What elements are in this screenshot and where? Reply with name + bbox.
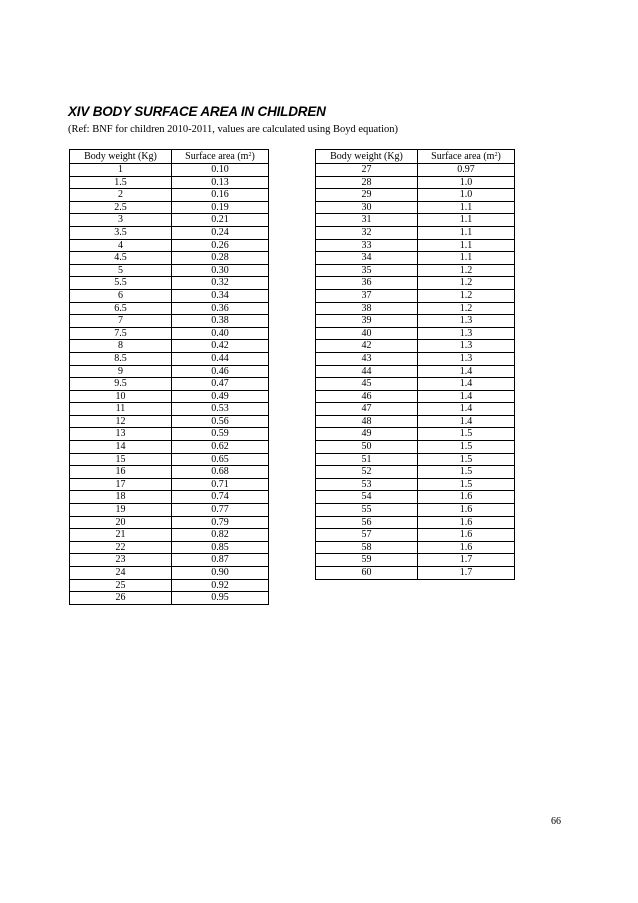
table-row xyxy=(70,302,269,315)
surface-area-cell: 0.10 xyxy=(172,164,269,177)
weight-cell: 60 xyxy=(316,567,418,580)
weight-cell: 48 xyxy=(316,415,418,428)
weight-cell: 13 xyxy=(70,428,172,441)
surface-area-cell: 0.28 xyxy=(172,252,269,265)
bsa-table-left xyxy=(69,149,269,605)
surface-area-cell: 1.5 xyxy=(418,453,515,466)
table-row xyxy=(316,239,515,252)
table-row xyxy=(70,252,269,265)
weight-cell: 15 xyxy=(70,453,172,466)
surface-area-cell: 1.3 xyxy=(418,315,515,328)
table-row xyxy=(70,504,269,517)
surface-area-cell: 0.92 xyxy=(172,579,269,592)
weight-cell: 16 xyxy=(70,466,172,479)
table-row xyxy=(316,302,515,315)
table-row xyxy=(316,176,515,189)
surface-area-cell: 0.24 xyxy=(172,226,269,239)
surface-area-cell: 0.56 xyxy=(172,415,269,428)
weight-cell: 54 xyxy=(316,491,418,504)
table-row xyxy=(316,403,515,416)
weight-cell: 44 xyxy=(316,365,418,378)
table-row xyxy=(70,516,269,529)
table-row xyxy=(316,289,515,302)
surface-area-cell: 0.16 xyxy=(172,189,269,202)
weight-cell: 2.5 xyxy=(70,201,172,214)
surface-area-cell: 0.68 xyxy=(172,466,269,479)
table-header-row xyxy=(70,150,269,164)
table-row xyxy=(316,189,515,202)
table-row xyxy=(70,352,269,365)
weight-cell: 14 xyxy=(70,441,172,454)
table-row xyxy=(316,504,515,517)
weight-cell: 1 xyxy=(70,164,172,177)
surface-area-cell: 0.65 xyxy=(172,453,269,466)
table-row xyxy=(316,226,515,239)
surface-area-cell: 0.21 xyxy=(172,214,269,227)
surface-area-cell: 0.32 xyxy=(172,277,269,290)
surface-area-cell: 1.1 xyxy=(418,201,515,214)
surface-area-cell: 0.87 xyxy=(172,554,269,567)
table-row xyxy=(70,529,269,542)
weight-cell: 50 xyxy=(316,441,418,454)
surface-area-cell: 0.40 xyxy=(172,327,269,340)
weight-cell: 32 xyxy=(316,226,418,239)
table-row xyxy=(316,315,515,328)
weight-cell: 35 xyxy=(316,264,418,277)
weight-cell: 23 xyxy=(70,554,172,567)
table-row xyxy=(316,516,515,529)
surface-area-cell: 0.46 xyxy=(172,365,269,378)
table-row xyxy=(70,164,269,177)
surface-area-cell: 0.44 xyxy=(172,352,269,365)
weight-cell: 24 xyxy=(70,567,172,580)
surface-area-cell: 0.59 xyxy=(172,428,269,441)
surface-area-cell: 0.42 xyxy=(172,340,269,353)
table-row xyxy=(70,441,269,454)
table-row xyxy=(316,327,515,340)
surface-area-cell: 1.5 xyxy=(418,441,515,454)
weight-cell: 9 xyxy=(70,365,172,378)
table-row xyxy=(316,164,515,177)
surface-area-cell: 0.79 xyxy=(172,516,269,529)
weight-cell: 3.5 xyxy=(70,226,172,239)
surface-area-cell: 1.3 xyxy=(418,327,515,340)
table-row xyxy=(316,365,515,378)
table-row xyxy=(70,226,269,239)
weight-cell: 6 xyxy=(70,289,172,302)
reference-note: (Ref: BNF for children 2010-2011, values are calculated using Boyd equation) xyxy=(68,124,398,135)
weight-cell: 52 xyxy=(316,466,418,479)
surface-area-cell: 0.74 xyxy=(172,491,269,504)
surface-area-cell: 0.49 xyxy=(172,390,269,403)
weight-cell: 11 xyxy=(70,403,172,416)
weight-column-header: Body weight (Kg) xyxy=(316,150,418,164)
weight-cell: 12 xyxy=(70,415,172,428)
table-row xyxy=(316,352,515,365)
table-row xyxy=(316,491,515,504)
table-header-row xyxy=(316,150,515,164)
surface-area-cell: 1.4 xyxy=(418,390,515,403)
table-row xyxy=(316,466,515,479)
table-row xyxy=(316,541,515,554)
surface-area-cell: 0.26 xyxy=(172,239,269,252)
weight-cell: 4 xyxy=(70,239,172,252)
weight-cell: 28 xyxy=(316,176,418,189)
weight-cell: 19 xyxy=(70,504,172,517)
table-row xyxy=(316,415,515,428)
surface-area-cell: 1.3 xyxy=(418,352,515,365)
weight-cell: 43 xyxy=(316,352,418,365)
surface-area-cell: 1.5 xyxy=(418,466,515,479)
surface-area-cell: 1.2 xyxy=(418,264,515,277)
surface-area-cell: 1.0 xyxy=(418,189,515,202)
table-row xyxy=(70,239,269,252)
surface-area-cell: 0.62 xyxy=(172,441,269,454)
weight-cell: 3 xyxy=(70,214,172,227)
weight-cell: 55 xyxy=(316,504,418,517)
weight-cell: 21 xyxy=(70,529,172,542)
surface-area-cell: 1.6 xyxy=(418,516,515,529)
weight-cell: 5.5 xyxy=(70,277,172,290)
table-row xyxy=(70,491,269,504)
surface-area-cell: 1.2 xyxy=(418,289,515,302)
weight-cell: 9.5 xyxy=(70,378,172,391)
table-row xyxy=(70,340,269,353)
table-row xyxy=(70,579,269,592)
surface-area-cell: 1.6 xyxy=(418,541,515,554)
surface-area-cell: 1.2 xyxy=(418,277,515,290)
table-row xyxy=(316,214,515,227)
table-row xyxy=(316,428,515,441)
surface-area-cell: 0.85 xyxy=(172,541,269,554)
weight-cell: 38 xyxy=(316,302,418,315)
surface-area-cell: 0.19 xyxy=(172,201,269,214)
weight-cell: 42 xyxy=(316,340,418,353)
weight-cell: 40 xyxy=(316,327,418,340)
surface-area-cell: 1.7 xyxy=(418,554,515,567)
weight-cell: 7.5 xyxy=(70,327,172,340)
weight-cell: 53 xyxy=(316,478,418,491)
table-row xyxy=(70,264,269,277)
weight-cell: 33 xyxy=(316,239,418,252)
table-row xyxy=(316,567,515,580)
table-row xyxy=(70,478,269,491)
weight-cell: 8 xyxy=(70,340,172,353)
table-row xyxy=(70,378,269,391)
table-row xyxy=(70,277,269,290)
weight-cell: 26 xyxy=(70,592,172,605)
weight-cell: 5 xyxy=(70,264,172,277)
table-row xyxy=(70,390,269,403)
weight-cell: 1.5 xyxy=(70,176,172,189)
surface-area-cell: 0.97 xyxy=(418,164,515,177)
table-row xyxy=(70,315,269,328)
surface-area-cell: 1.0 xyxy=(418,176,515,189)
surface-area-cell: 0.90 xyxy=(172,567,269,580)
weight-cell: 18 xyxy=(70,491,172,504)
table-row xyxy=(70,214,269,227)
weight-cell: 58 xyxy=(316,541,418,554)
table-row xyxy=(70,403,269,416)
table-row xyxy=(316,453,515,466)
table-row xyxy=(316,252,515,265)
weight-cell: 27 xyxy=(316,164,418,177)
weight-cell: 36 xyxy=(316,277,418,290)
table-row xyxy=(70,365,269,378)
section-title: XIV BODY SURFACE AREA IN CHILDREN xyxy=(68,104,326,119)
surface-area-cell: 0.47 xyxy=(172,378,269,391)
weight-cell: 39 xyxy=(316,315,418,328)
weight-column-header: Body weight (Kg) xyxy=(70,150,172,164)
surface-area-cell: 1.4 xyxy=(418,378,515,391)
weight-cell: 17 xyxy=(70,478,172,491)
table-row xyxy=(70,453,269,466)
weight-cell: 59 xyxy=(316,554,418,567)
table-row xyxy=(70,592,269,605)
table-row xyxy=(70,176,269,189)
weight-cell: 25 xyxy=(70,579,172,592)
table-row xyxy=(70,567,269,580)
surface-area-cell: 1.7 xyxy=(418,567,515,580)
table-row xyxy=(316,277,515,290)
weight-cell: 37 xyxy=(316,289,418,302)
table-row xyxy=(316,378,515,391)
weight-cell: 7 xyxy=(70,315,172,328)
surface-area-cell: 0.36 xyxy=(172,302,269,315)
weight-cell: 49 xyxy=(316,428,418,441)
weight-cell: 56 xyxy=(316,516,418,529)
surface-area-cell: 1.1 xyxy=(418,252,515,265)
surface-area-cell: 1.5 xyxy=(418,478,515,491)
table-row xyxy=(70,201,269,214)
page-number: 66 xyxy=(551,816,561,827)
weight-cell: 4.5 xyxy=(70,252,172,265)
weight-cell: 46 xyxy=(316,390,418,403)
surface-area-cell: 0.30 xyxy=(172,264,269,277)
weight-cell: 57 xyxy=(316,529,418,542)
weight-cell: 34 xyxy=(316,252,418,265)
table-row xyxy=(70,428,269,441)
table-row xyxy=(316,478,515,491)
surface-area-cell: 1.4 xyxy=(418,365,515,378)
weight-cell: 6.5 xyxy=(70,302,172,315)
surface-area-cell: 0.82 xyxy=(172,529,269,542)
surface-area-cell: 1.6 xyxy=(418,504,515,517)
weight-cell: 10 xyxy=(70,390,172,403)
area-column-header: Surface area $(m^2)$ xyxy=(172,150,269,164)
table-row xyxy=(70,466,269,479)
surface-area-cell: 1.4 xyxy=(418,403,515,416)
weight-cell: 31 xyxy=(316,214,418,227)
table-row xyxy=(316,264,515,277)
surface-area-cell: 1.3 xyxy=(418,340,515,353)
surface-area-cell: 0.13 xyxy=(172,176,269,189)
weight-cell: 8.5 xyxy=(70,352,172,365)
table-row xyxy=(70,554,269,567)
surface-area-cell: 1.1 xyxy=(418,226,515,239)
table-row xyxy=(316,201,515,214)
surface-area-cell: 0.38 xyxy=(172,315,269,328)
weight-cell: 45 xyxy=(316,378,418,391)
weight-cell: 30 xyxy=(316,201,418,214)
surface-area-cell: 0.34 xyxy=(172,289,269,302)
weight-cell: 47 xyxy=(316,403,418,416)
surface-area-cell: 0.95 xyxy=(172,592,269,605)
weight-cell: 29 xyxy=(316,189,418,202)
surface-area-cell: 1.1 xyxy=(418,239,515,252)
weight-cell: 2 xyxy=(70,189,172,202)
surface-area-cell: 1.6 xyxy=(418,491,515,504)
surface-area-cell: 1.4 xyxy=(418,415,515,428)
surface-area-cell: 0.71 xyxy=(172,478,269,491)
table-row xyxy=(316,441,515,454)
table-row xyxy=(70,289,269,302)
table-row xyxy=(70,327,269,340)
surface-area-cell: 0.53 xyxy=(172,403,269,416)
surface-area-cell: 0.77 xyxy=(172,504,269,517)
surface-area-cell: 1.1 xyxy=(418,214,515,227)
surface-area-cell: 1.5 xyxy=(418,428,515,441)
surface-area-cell: 1.2 xyxy=(418,302,515,315)
weight-cell: 22 xyxy=(70,541,172,554)
table-row xyxy=(70,541,269,554)
weight-cell: 51 xyxy=(316,453,418,466)
table-row xyxy=(70,189,269,202)
table-row xyxy=(70,415,269,428)
area-column-header: Surface area $(m^2)$ xyxy=(418,150,515,164)
surface-area-cell: 1.6 xyxy=(418,529,515,542)
weight-cell: 20 xyxy=(70,516,172,529)
table-row xyxy=(316,390,515,403)
table-row xyxy=(316,529,515,542)
table-row xyxy=(316,340,515,353)
table-row xyxy=(316,554,515,567)
bsa-table-right xyxy=(315,149,515,580)
